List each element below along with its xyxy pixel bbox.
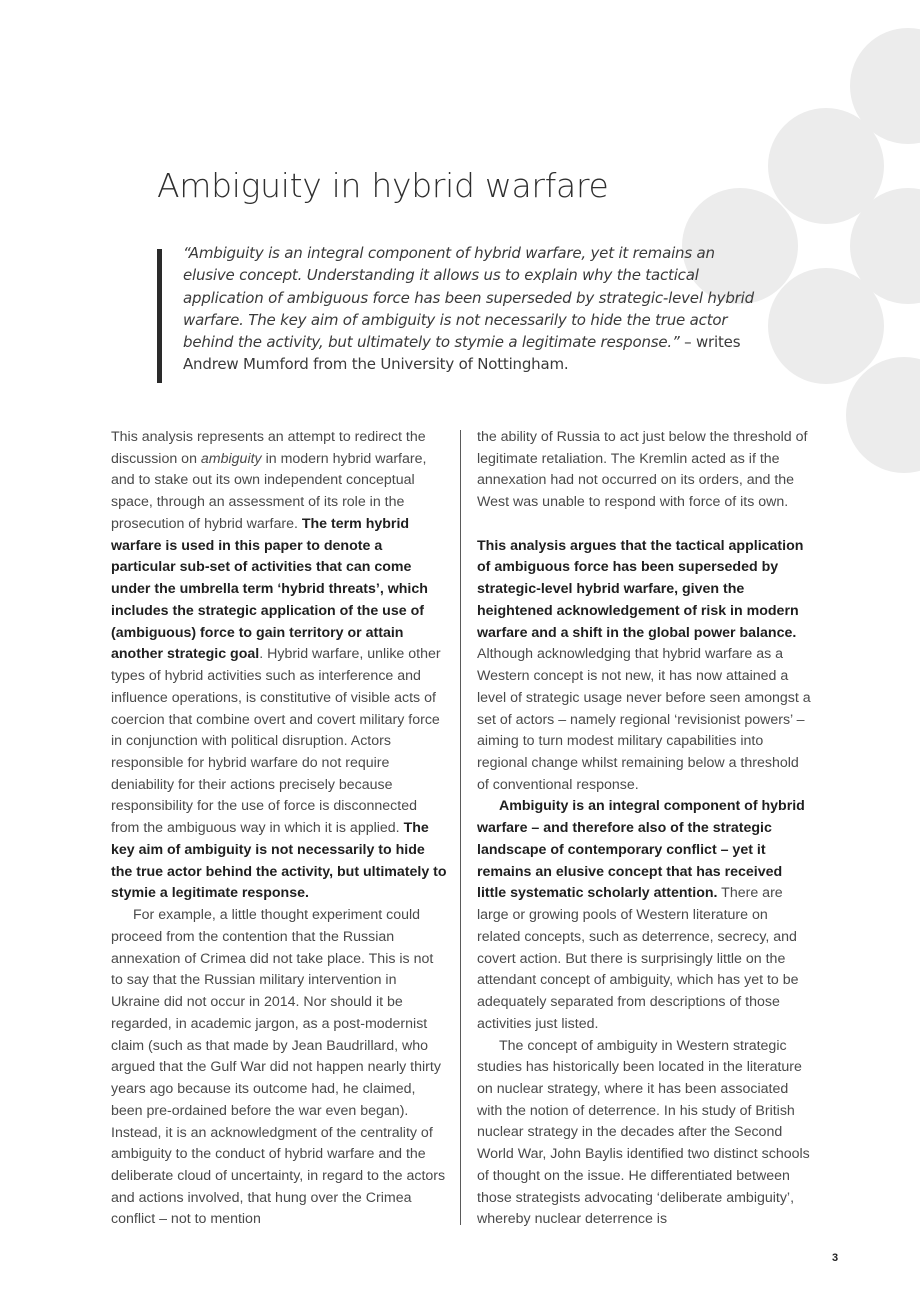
text-run: . Hybrid warfare, unlike other types of hybrid activities such as interference and influence operations, is constitutive of visible acts of coercion that combine overt and covert military force in conjunction with political disruption. Actors responsible for hybrid warfare do not require deniability for their actions precisely because responsibility for the use of force is disconnected from the ambiguous way in which it is applied. — [111, 646, 441, 837]
pull-quote — [183, 242, 763, 376]
text-run: This analysis represents an attempt to redirect the discussion on — [111, 429, 426, 467]
paragraph — [477, 796, 813, 1035]
page-title: Ambiguity in hybrid warfare — [157, 166, 609, 205]
decor-circle — [768, 268, 884, 384]
column-divider — [460, 430, 461, 1225]
right-column — [477, 427, 813, 1231]
quote-bar — [157, 249, 162, 383]
page-number: 3 — [832, 1252, 839, 1264]
bold-statement: Ambiguity is an integral component of hybrid warfare – and therefore also of the strategic landscape of contemporary conflict – yet it remains an elusive concept that has received little systematic scholarly attention. — [477, 798, 805, 902]
paragraph — [477, 536, 813, 797]
text-run: There are large or growing pools of Western literature on related concepts, such as deterrence, secrecy, and covert action. But there is surprisingly little on the attendant concept of ambiguity, which has yet to be adequately separated from descriptions of those activities just listed. — [477, 885, 799, 1032]
text-run: in modern hybrid warfare, and to stake out its own independent conceptual space, through an assessment of its role in the prosecution of hybrid warfare. — [111, 450, 427, 532]
paragraph: For example, a little thought experiment could proceed from the contention that the Russian annexation of Crimea did not take place. This is not to say that the Russian military intervention in Ukraine did not occur in 2014. Nor should it be regarded, in academic jargon, as a post-modernist claim (such as that made by Jean Baudrillard, who argued that the Gulf War did not happen nearly thirty years ago because its outcome had, he claimed, been pre-ordained before the war even began). Instead, it is an acknowledgment of the centrality of ambiguity to the conduct of hybrid warfare and the deliberate cloud of uncertainty, in regard to the actors and actions involved, that hung over the Crimea conflict – not to mention — [111, 907, 446, 1228]
text-run: Although acknowledging that hybrid warfare as a Western concept is not new, it has now attained a level of strategic usage never before seen amongst a set of actors – namely regional ‘revisionist powers’ – aiming to turn modest military capabilities into regional change whilst remaining below a threshold of conventional response. — [477, 646, 811, 793]
paragraph: The concept of ambiguity in Western strategic studies has historically been located in the literature on nuclear strategy, where it has been associated with the notion of deterrence. In his study of British nuclear strategy in the decades after the Second World War, John Baylis identified two distinct schools of thought on the issue. He differentiated between those strategists advocating ‘deliberate ambiguity’, whereby nuclear deterrence is — [477, 1037, 810, 1228]
bold-statement: The term hybrid warfare is used in this paper to denote a particular sub-set of activities that can come under the umbrella term ‘hybrid threats’, which includes the strategic application of the use of (ambiguous) force to gain territory or attain another strategic goal — [111, 515, 428, 663]
left-column — [111, 427, 447, 1231]
paragraph: the ability of Russia to act just below the threshold of legitimate retaliation. The Kremlin acted as if the annexation had not occurred on its orders, and the West was unable to respond with force of its own. — [477, 429, 808, 511]
quote-text: “Ambiguity is an integral component of hybrid warfare, yet it remains an elusive concept. Understanding it allows us to explain why the tactical application of ambiguous force has been superseded by strategic-level hybrid warfare. The key aim of ambiguity is not necessarily to hide the true actor behind the activity, but ultimately to stymie a legitimate response.” — [183, 244, 754, 352]
bold-statement: This analysis argues that the tactical application of ambiguous force has been superseded by strategic-level hybrid warfare, given the heightened acknowledgement of risk in modern warfare and a shift in the global power balance. — [477, 537, 804, 641]
bold-statement: The key aim of ambiguity is not necessarily to hide the true actor behind the activity, but ultimately to stymie a legitimate response. — [111, 820, 447, 902]
quote-attribution: – writes Andrew Mumford from the University of Nottingham. — [183, 333, 741, 374]
italic-term: ambiguity — [200, 450, 262, 467]
paragraph — [111, 427, 447, 905]
